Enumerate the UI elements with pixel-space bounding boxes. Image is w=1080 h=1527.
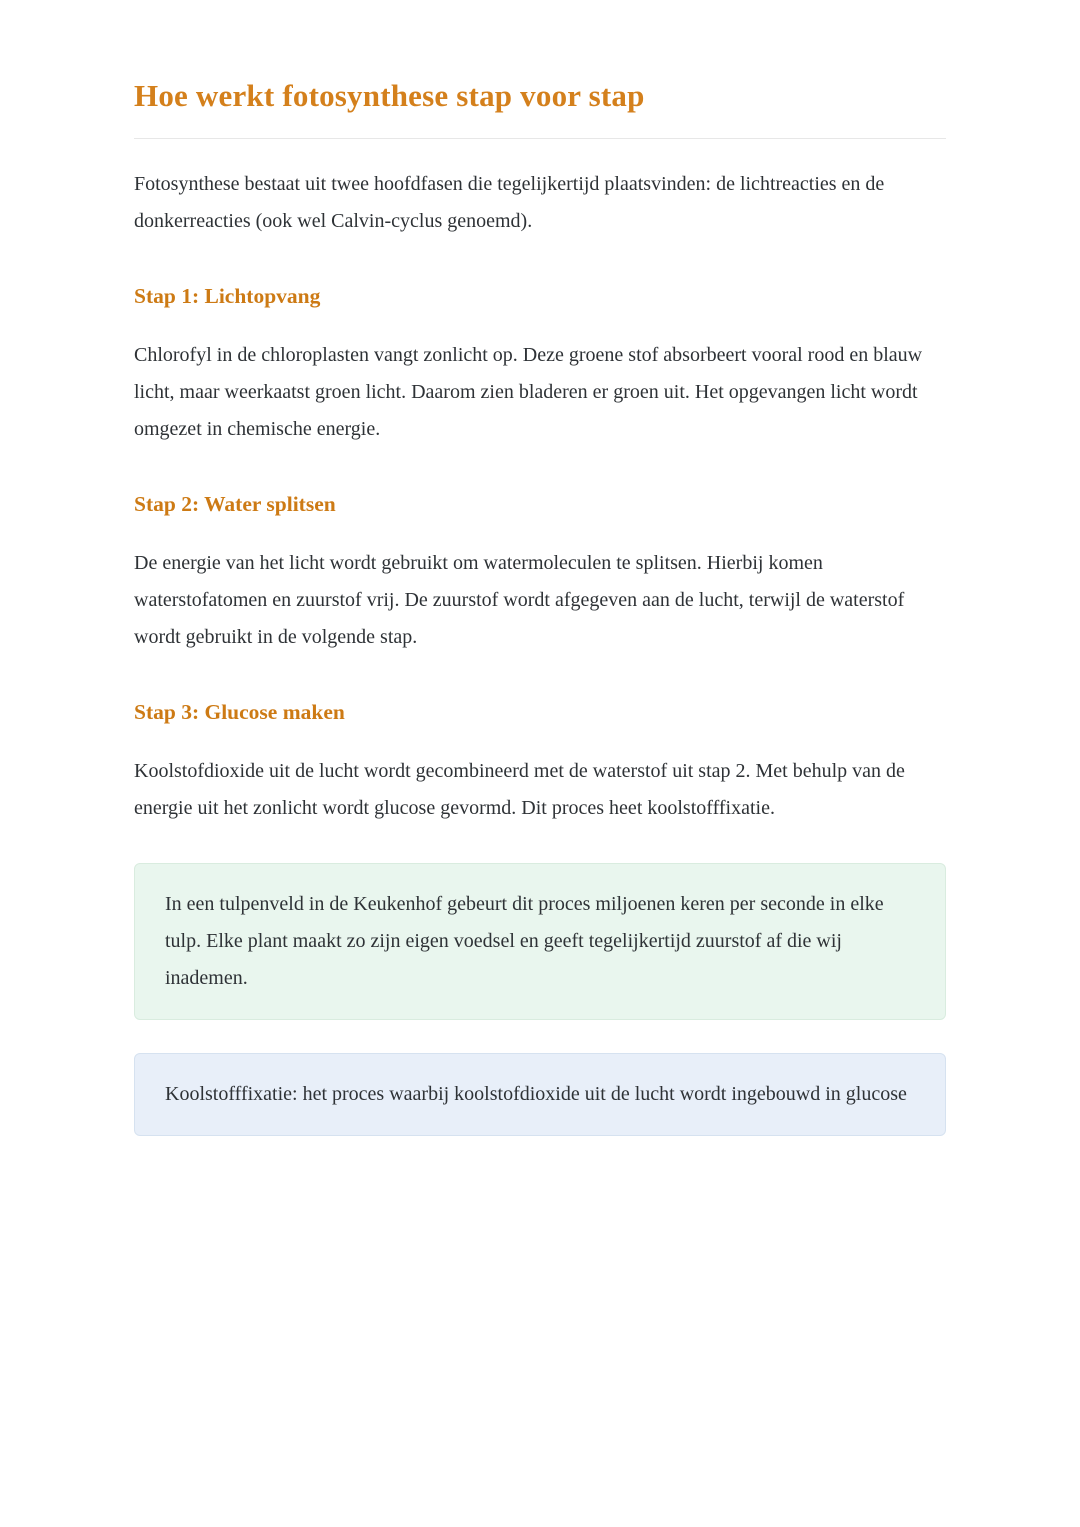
heading-stap-1: Stap 1: Lichtopvang — [134, 284, 321, 308]
paragraph-stap-1: Chlorofyl in de chloroplasten vangt zonlicht op. Deze groene stof absorbeert vooral rood en blauw licht, maar weerkaatst groen licht. Daarom zien bladeren er groen uit. Het opgevangen licht wordt omgezet in chemische energie. — [134, 344, 923, 440]
heading-stap-2: Stap 2: Water splitsen — [134, 492, 336, 516]
example-callout-text: In een tulpenveld in de Keukenhof gebeurt dit proces miljoenen keren per seconde in elke tulp. Elke plant maakt zo zijn eigen voedsel en geeft tegelijkertijd zuurstof af die wij inademen. — [165, 893, 884, 989]
definition-callout-blue — [134, 1053, 946, 1136]
title-divider — [134, 138, 946, 139]
heading-stap-3: Stap 3: Glucose maken — [134, 700, 345, 724]
example-callout-green — [134, 863, 946, 1020]
page-title: Hoe werkt fotosynthese stap voor stap — [134, 78, 645, 113]
definition-callout-text: Koolstofffixatie: het proces waarbij koolstofdioxide uit de lucht wordt ingebouwd in glucose — [165, 1083, 907, 1105]
paragraph-stap-3: Koolstofdioxide uit de lucht wordt gecombineerd met de waterstof uit stap 2. Met behulp van de energie uit het zonlicht wordt glucose gevormd. Dit proces heet koolstofffixatie. — [134, 760, 905, 819]
intro-paragraph: Fotosynthese bestaat uit twee hoofdfasen die tegelijkertijd plaatsvinden: de lichtreacties en de donkerreacties (ook wel Calvin-cyclus genoemd). — [134, 173, 885, 232]
paragraph-stap-2: De energie van het licht wordt gebruikt om watermoleculen te splitsen. Hierbij komen waterstofatomen en zuurstof vrij. De zuurstof wordt afgegeven aan de lucht, terwijl de waterstof wordt gebruikt in de volgende stap. — [134, 552, 905, 648]
article-content — [134, 0, 946, 1136]
